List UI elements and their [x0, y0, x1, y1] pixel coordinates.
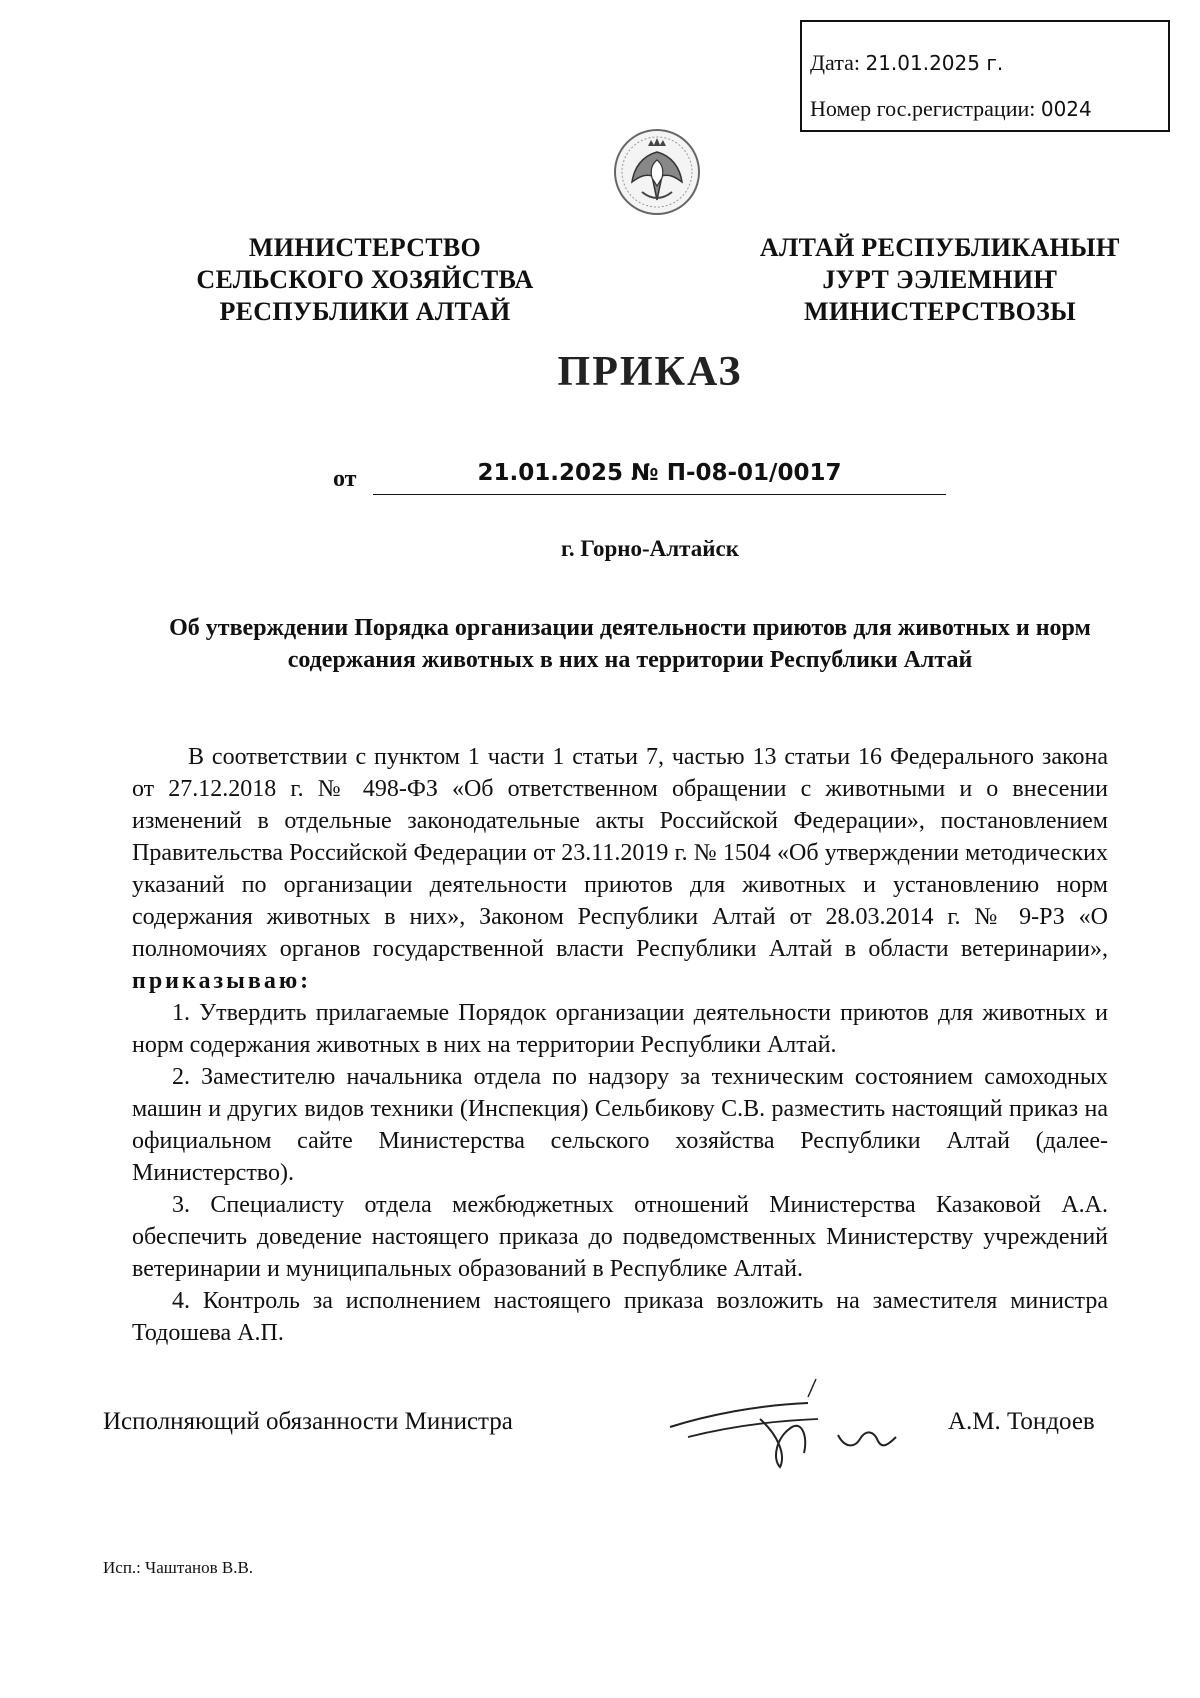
order-item: 3. Специалисту отдела межбюджетных отношений Министерства Казаковой А.А. обеспечить доведение настоящего приказа до подведомственных Министерству учреждений ветеринарии и муниципальных образований в Республике Алтай. — [132, 1192, 1108, 1282]
registration-date-label: Дата: — [810, 50, 860, 75]
order-date-number — [333, 460, 953, 500]
registration-box — [800, 20, 1170, 132]
order-subject: Об утверждении Порядка организации деятельности приютов для животных и норм содержания животных в них на территории Республики Алтай — [169, 615, 1091, 673]
registration-date-value: 21.01.2025 г. — [865, 51, 1004, 75]
signatory-position: Исполняющий обязанности Министра — [103, 1408, 513, 1435]
city: г. Горно-Алтайск — [561, 536, 739, 561]
decree-word: приказываю: — [132, 968, 312, 994]
underline — [373, 494, 946, 495]
order-body — [132, 741, 1108, 1349]
ministry-name-line: АЛТАЙ РЕСПУБЛИКАНЫҤ — [759, 233, 1121, 262]
order-number: 21.01.2025 № П-08-01/0017 — [477, 460, 842, 486]
registration-number-label: Номер гос.регистрации: — [810, 96, 1036, 121]
preamble-text: В соответствии с пунктом 1 части 1 статьи 7, частью 13 статьи 16 Федерального закона от 27.12.2018 г. № 498-ФЗ «Об ответственном обращении с животными и о внесении изменений в отдельные законодательные акты Российской Федерации», постановлением Правительства Российской Федерации от 23.11.2019 г. № 1504 «Об утверждении методических указаний по организации деятельности приютов для животных и установлению норм содержания животных в них», Законом Республики Алтай от 28.03.2014 г. № 9-РЗ «О полномочиях органов государственной власти Республики Алтай в области ветеринарии», — [132, 744, 1108, 962]
preamble-paragraph — [132, 741, 1108, 997]
ministry-name-line: ЈУРТ ЭЭЛЕМНИҤ — [822, 265, 1058, 294]
ministry-name-line: МИНИСТЕРСТВО — [248, 233, 482, 262]
ministry-name-line: МИНИСТЕРСТВОЗЫ — [803, 297, 1076, 326]
order-item: 2. Заместителю начальника отдела по надзору за техническим состоянием самоходных машин и других видов техники (Инспекция) Сельбикову С.В. разместить настоящий приказ на официальном сайте Министерства сельского хозяйства Республики Алтай (далее-Министерство). — [132, 1064, 1108, 1186]
order-item: 4. Контроль за исполнением настоящего приказа возложить на заместителя министра Тодошева А.П. — [132, 1288, 1108, 1346]
ministry-name-altai — [740, 232, 1140, 328]
ot-label: от — [333, 466, 357, 492]
ministry-name-line: РЕСПУБЛИКИ АЛТАЙ — [219, 297, 511, 326]
order-item: 1. Утвердить прилагаемые Порядок организации деятельности приютов для животных и норм содержания животных в них на территории Республики Алтай. — [132, 1000, 1108, 1058]
signatory-name: А.М. Тондоев — [948, 1408, 1095, 1435]
handwritten-signature — [668, 1375, 928, 1475]
coat-of-arms-icon — [612, 126, 702, 218]
ministry-name-russian — [170, 232, 560, 328]
executor: Исп.: Чаштанов В.В. — [103, 1558, 254, 1577]
registration-number-value: 0024 — [1040, 97, 1092, 121]
document-title: ПРИКАЗ — [557, 349, 743, 395]
ministry-name-line: СЕЛЬСКОГО ХОЗЯЙСТВА — [196, 265, 534, 294]
